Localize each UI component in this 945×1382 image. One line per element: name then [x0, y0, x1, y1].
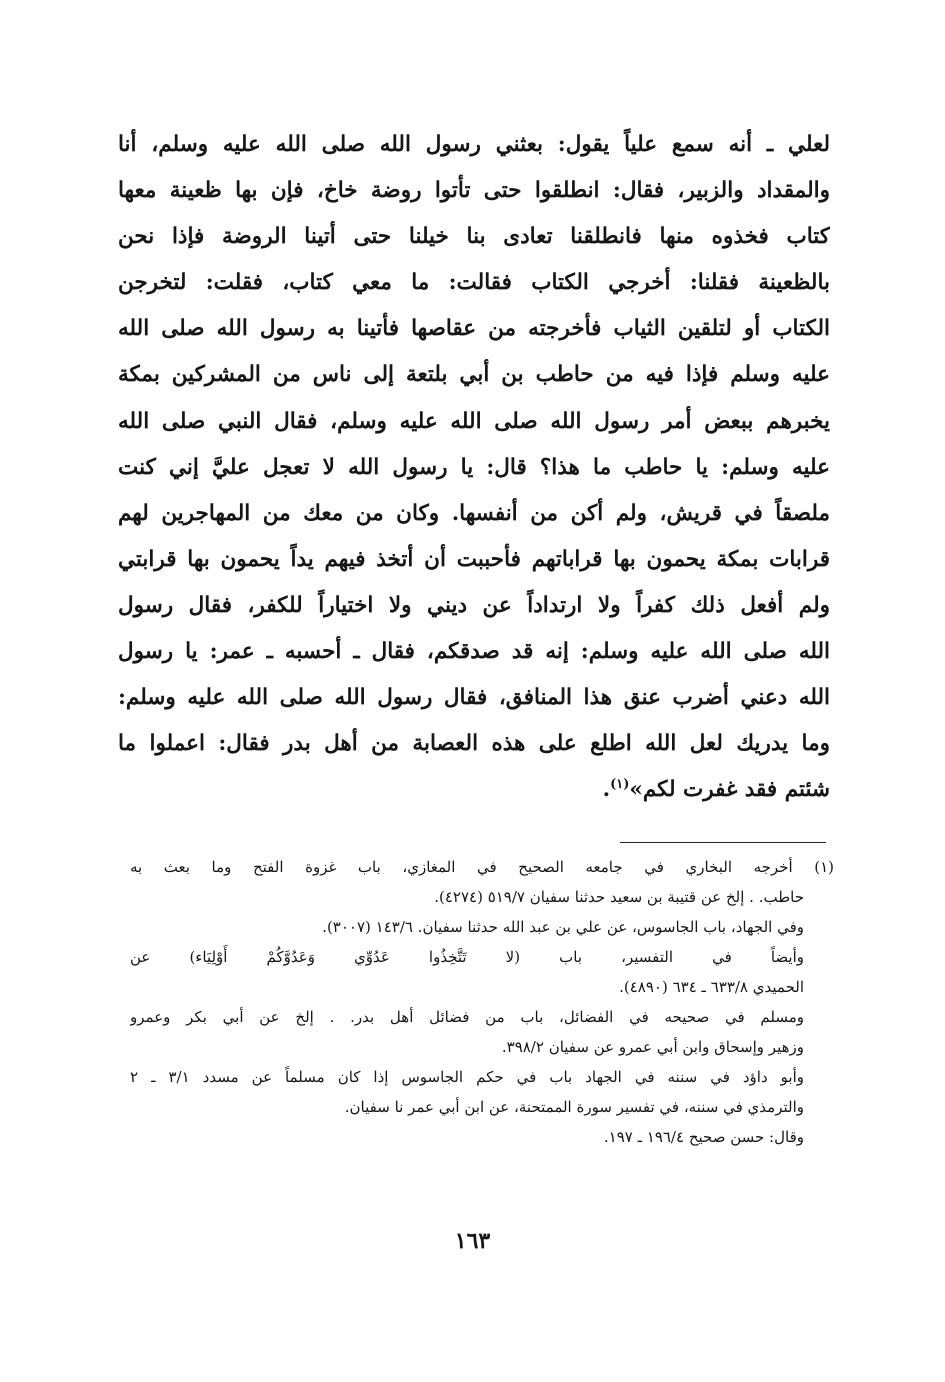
footnote-divider [620, 842, 826, 843]
main-text-line: الله دعني أضرب عنق هذا المنافق، فقال رسول الله صلى الله عليه وسلم: [118, 685, 830, 711]
main-text-line: ولم أفعل ذلك كفراً ولا ارتداداً عن ديني ولا اختياراً للكفر، فقال رسول [118, 592, 830, 618]
footnote-line: ومسلم في صحيحه في الفضائل، باب من فضائل أهل بدر. . إلخ عن أبي بكر وعمرو [130, 1008, 804, 1026]
footnote-line: وزهير وإسحاق وابن أبي عمرو عن سفيان ٣٩٨/٢. [501, 1038, 804, 1056]
footnote-line: وأيضاً في التفسير، باب (لا تَتَّخِذُوا عَدُوِّي وَعَدُوَّكُمْ أَوْلِيَاء) عن [130, 948, 804, 966]
main-text-line: والمقداد والزبير، فقال: انطلقوا حتى تأتوا روضة خاخ، فإن بها ظعينة معها [118, 178, 830, 204]
main-text-line: لعلي ـ أنه سمع علياً يقول: بعثني رسول الله صلى الله عليه وسلم، أنا [118, 132, 830, 157]
footnote-line: وفي الجهاد، باب الجاسوس، عن علي بن عبد الله حدثنا سفيان. ١٤٣/٦ (٣٠٠٧). [322, 918, 804, 936]
main-text-line: يخبرهم ببعض أمر رسول الله صلى الله عليه وسلم، فقال النبي صلى الله [118, 408, 830, 434]
main-text-block [118, 122, 830, 813]
last-line-end: . [602, 777, 611, 803]
main-text-line: الله صلى الله عليه وسلم: إنه قد صدقكم، فقال ـ أحسبه ـ عمر: يا رسول [118, 639, 830, 665]
last-line-text: شئتم فقد غفرت لكم» [629, 777, 830, 803]
main-text-line: ملصقاً في قريش، ولم أكن من أنفسها. وكان من معك من المهاجرين لهم [118, 500, 830, 526]
main-text-line: وما يدريك لعل الله اطلع على هذه العصابة من أهل بدر فقال: اعملوا ما [118, 731, 830, 757]
footnote-line: والترمذي في سننه، في تفسير سورة الممتحنة، عن ابن أبي عمر نا سفيان. [344, 1098, 804, 1116]
main-text-line: الكتاب أو لتلقين الثياب فأخرجته من عقاصها فأتينا به رسول الله صلى الله [118, 316, 830, 342]
main-text-line: بالظعينة فقلنا: أخرجي الكتاب فقالت: ما معي كتاب، فقلت: لتخرجن [118, 270, 830, 296]
main-text-line: كتاب فخذوه منها فانطلقنا تعادى بنا خيلنا حتى أتينا الروضة فإذا نحن [118, 224, 830, 250]
main-text-line: قرابات بمكة يحمون بها قراباتهم فأحببت أن أتخذ فيهم يداً يحمون بها قرابتي [118, 546, 830, 572]
footnote-line: (١) أخرجه البخاري في جامعه الصحيح في المغازي، باب غزوة الفتح وما بعث به [130, 858, 834, 876]
main-text-line: عليه وسلم: يا حاطب ما هذا؟ قال: يا رسول الله لا تعجل عليَّ إني كنت [118, 454, 830, 480]
footnote-line: وقال: حسن صحيح ١٩٦/٤ ـ ١٩٧. [603, 1128, 804, 1146]
footnote-line: الحميدي ٦٣٣/٨ ـ ٦٣٤ (٤٨٩٠). [619, 978, 804, 996]
main-text-last-line [118, 767, 830, 813]
footnote-line: وأبو داؤد في سننه في الجهاد باب في حكم الجاسوس إذا كان مسلماً عن مسدد ٣/١ ـ ٢ [130, 1068, 805, 1086]
footnote-line: حاطب. . إلخ عن قتيبة بن سعيد حدثنا سفيان ٥١٩/٧ (٤٢٧٤). [434, 888, 804, 906]
page-number: ١٦٣ [454, 1228, 491, 1254]
main-text-line: عليه وسلم فإذا فيه من حاطب بن أبي بلتعة إلى ناس من المشركين بمكة [118, 362, 830, 388]
footnotes-block [130, 852, 834, 1152]
footnote-marker: (١) [610, 777, 630, 793]
